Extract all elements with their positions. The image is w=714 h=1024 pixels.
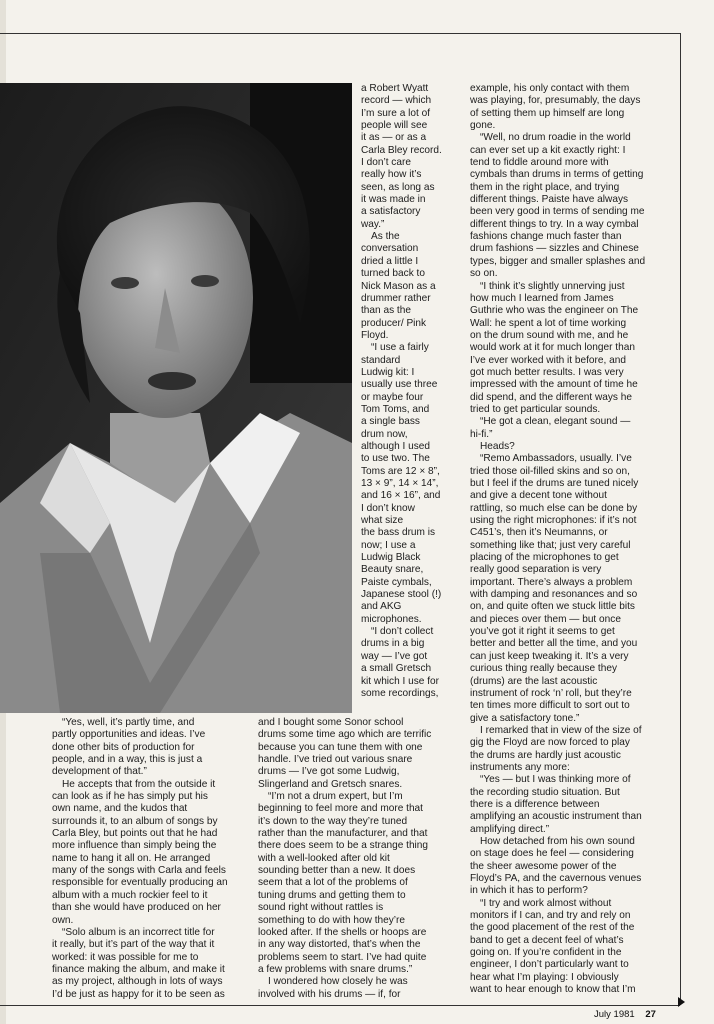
text-line: “I’m not a drum expert, but I’m — [268, 791, 403, 803]
text-line: there does seem to be a strange thing — [258, 840, 429, 852]
text-line: done other bits of production for — [52, 741, 195, 753]
text-line: amplifying an acoustic instrument than — [470, 811, 642, 823]
text-line: now; I use a — [361, 539, 416, 551]
text-line: instruments any more: — [470, 761, 570, 773]
text-line: way — I’ve got — [361, 650, 428, 662]
text-line: looked after. If the shells or hoops are — [258, 926, 427, 938]
frame-rule-right — [680, 33, 681, 1005]
text-line: I wondered how closely he was — [268, 976, 408, 988]
text-line: than as the — [361, 305, 411, 317]
text-line: the drums are hardly just acoustic — [470, 749, 621, 761]
text-line: problems seem to start. I’ve had quite — [258, 951, 427, 963]
text-line: important. There’s always a problem — [470, 576, 633, 588]
text-line: can ever set up a kit exactly right: I — [470, 144, 626, 156]
text-line: but I feel if the drums are tuned nicely — [470, 478, 639, 489]
text-line: people will see — [361, 120, 428, 132]
text-line: rather than the manufacturer, and that — [258, 828, 428, 840]
text-line: going on. If you’re confident in the — [470, 947, 622, 959]
text-line: the recording studio situation. But — [470, 786, 620, 798]
text-line: Toms are 12 × 8”, — [361, 465, 440, 477]
text-line: example, his only contact with them — [470, 83, 630, 94]
text-line: C451’s, then it’s Neumanns, or — [470, 527, 608, 539]
text-line: “Solo album is an incorrect title for — [62, 926, 215, 938]
text-line: gone. — [470, 120, 496, 132]
text-line: I’ve ever worked with it before, and — [470, 354, 626, 366]
text-line: and AKG — [361, 601, 402, 613]
text-line: and 16 × 16”, and — [361, 490, 441, 502]
text-line: Carla Bley, but points out that he had — [52, 828, 218, 840]
text-line: surrounds it, to an album of songs by — [52, 815, 218, 827]
text-line: a few problems with snare drums.” — [258, 963, 413, 975]
text-line: monitors if I can, and try and rely on — [470, 910, 631, 922]
text-line: microphones. — [361, 613, 422, 625]
text-line: “Well, no drum roadie in the world — [480, 132, 631, 144]
text-line: drum now, — [361, 428, 408, 440]
text-line: it as — or as a — [361, 132, 427, 144]
text-line: something like that; just very careful — [470, 539, 631, 551]
text-line: responsible for eventually producing an — [52, 877, 228, 889]
text-line: finance making the album, and make it — [52, 963, 225, 975]
text-line: “Remo Ambassadors, usually. I’ve — [480, 453, 632, 465]
text-line: ten times more difficult to sort out to — [470, 700, 630, 712]
text-line: on the drum sound with me, and he — [470, 329, 629, 341]
text-line: Heads? — [480, 440, 515, 452]
text-line: Tom Toms, and — [361, 403, 430, 415]
text-line: different things to try. In a way cymbal — [470, 218, 639, 230]
text-line: people, and in a way, this is just a — [52, 754, 203, 766]
text-line: record — which — [361, 95, 432, 107]
text-line: conversation — [361, 243, 419, 255]
text-line: as my project, although in lots of ways — [52, 976, 223, 988]
text-line: drums some time ago which are terrific — [258, 729, 432, 741]
text-line: engineer, I don’t particularly want to — [470, 959, 629, 971]
text-line: did spend, and the different ways he — [470, 391, 632, 403]
text-line: I don’t know — [361, 502, 415, 514]
text-line: to use two. The — [361, 453, 430, 465]
text-line: drums in a big — [361, 638, 425, 650]
text-line: you’ve got it right it seems to get — [470, 626, 615, 638]
text-line: tried those oil-filled skins and so on, — [470, 465, 630, 477]
text-line: sound right without rattles is — [258, 902, 384, 914]
text-line: some recordings, — [361, 687, 439, 699]
article-column-c — [470, 83, 676, 996]
text-line: As the — [371, 231, 400, 243]
text-line: curious thing really because they — [470, 663, 618, 675]
text-line: can just keep tweaking it. It’s a very — [470, 650, 629, 662]
text-line: beginning to feel more and more that — [258, 803, 423, 815]
text-line: How detached from his own sound — [480, 835, 635, 847]
text-line: Guthrie who was the engineer on The — [470, 305, 639, 317]
text-line: something to do with how they’re — [258, 914, 406, 926]
text-line: so on. — [470, 268, 498, 280]
text-line: it really, but it’s part of the way that it — [52, 939, 215, 951]
text-line: what size — [361, 515, 404, 527]
text-line: there is a difference between — [470, 798, 600, 810]
text-line: “Yes, well, it’s partly time, and — [62, 717, 195, 728]
text-line: producer/ Pink — [361, 317, 427, 329]
text-line: cymbals than drums in terms of getting — [470, 169, 644, 181]
text-line: impressed with the amount of time he — [470, 379, 638, 391]
text-line: of setting them up himself are long — [470, 107, 625, 119]
text-line: because you can tune them with one — [258, 741, 423, 753]
text-line: it’s down to the way they’re tuned — [258, 815, 408, 827]
text-line: turned back to — [361, 268, 425, 280]
text-line: types, bigger and smaller splashes and — [470, 255, 646, 267]
text-line: involved with his drums — if, for — [258, 988, 401, 1000]
text-line: although I used — [361, 440, 431, 452]
text-line: really good separation is very — [470, 564, 602, 576]
text-line: Nick Mason as a — [361, 280, 436, 292]
text-line: Floyd’s PA, and the cavernous venues — [470, 873, 642, 884]
frame-rule-bottom — [0, 1005, 680, 1006]
text-line: the bass drum is — [361, 527, 436, 539]
text-line: tuning drums and getting them to — [258, 889, 406, 901]
text-line: a single bass — [361, 416, 420, 428]
text-line: partly opportunities and ideas. I’ve — [52, 729, 206, 741]
text-line: drums — I’ve got some Ludwig, — [258, 766, 400, 778]
text-line: Carla Bley record. — [361, 144, 442, 156]
text-line: the good placement of the rest of the — [470, 922, 635, 934]
text-line: been very good in terms of sending me — [470, 206, 645, 218]
text-line: gig the Floyd are now forced to play — [470, 737, 630, 749]
text-line: better and better all the time, and you — [470, 638, 638, 650]
text-line: and give a decent tone without — [470, 490, 607, 502]
article-column-b-lower — [258, 717, 458, 1001]
article-column-b-upper — [361, 83, 459, 700]
text-line: handle. I’ve tried out various snare — [258, 754, 413, 766]
text-line: and pieces over them — but once — [470, 613, 621, 625]
text-line: a small Gretsch — [361, 663, 432, 675]
text-line: how much I learned from James — [470, 292, 614, 304]
text-line: 13 × 9”, 14 × 14”, — [361, 478, 439, 489]
text-line: different things. Paiste have always — [470, 194, 629, 206]
text-line: Ludwig Black — [361, 552, 421, 564]
page-footer — [594, 1009, 656, 1020]
text-line: can look as if he has simply put his — [52, 791, 208, 803]
text-line: drummer rather — [361, 292, 431, 304]
text-line: give a satisfactory tone.” — [470, 712, 580, 724]
text-line: (drums) are the last acoustic — [470, 675, 598, 687]
text-line: Floyd. — [361, 329, 389, 341]
text-line: with a well-looked after old kit — [258, 852, 390, 864]
text-line: really how it’s — [361, 169, 422, 181]
text-line: I remarked that in view of the size of — [480, 724, 642, 736]
text-line: Ludwig kit: I — [361, 366, 415, 378]
text-line: own name, and the kudos that — [52, 803, 188, 815]
text-line: them in the right place, and trying — [470, 181, 620, 193]
text-line: “I think it’s slightly unnerving just — [480, 280, 625, 292]
text-line: tried to get particular sounds. — [470, 403, 601, 415]
text-line: the sheer awesome power of the — [470, 860, 617, 872]
portrait-photo-image — [0, 83, 352, 713]
text-line: seen, as long as — [361, 181, 435, 193]
text-line: would work at it for much longer than — [470, 342, 635, 354]
text-line: worked: it was possible for me to — [52, 951, 199, 963]
text-line: band to get a decent feel of what’s — [470, 934, 624, 946]
text-line: own. — [52, 914, 74, 926]
text-line: way.” — [361, 218, 385, 230]
text-line: standard — [361, 354, 401, 366]
text-line: or maybe four — [361, 391, 424, 403]
issue-date: July 1981 — [594, 1009, 635, 1020]
text-line: was playing, for, presumably, the days — [470, 95, 641, 107]
text-line: drum fashions — sizzles and Chinese — [470, 243, 639, 255]
page-number: 27 — [645, 1009, 656, 1020]
text-line: sounding better than a new. It does — [258, 865, 416, 877]
text-line: in which it has to perform? — [470, 885, 588, 897]
text-line: “I try and work almost without — [480, 897, 612, 909]
text-line: on, and quite often we stuck little bits — [470, 601, 635, 613]
text-line: in any way distorted, that’s when the — [258, 939, 421, 951]
text-line: tend to fiddle around more with — [470, 157, 609, 169]
text-line: than she would have produced on her — [52, 902, 221, 914]
text-line: a satisfactory — [361, 206, 421, 218]
text-line: placing of the microphones to get — [470, 552, 619, 564]
text-line: usually use three — [361, 379, 438, 391]
text-line: many of the songs with Carla and feels — [52, 865, 226, 877]
text-line: hi-fi.” — [470, 428, 493, 440]
text-line: using the right microphones: if it’s not — [470, 515, 637, 527]
text-line: name to hang it all on. He arranged — [52, 852, 211, 864]
text-line: a Robert Wyatt — [361, 83, 429, 94]
text-line: dried a little I — [361, 255, 419, 267]
article-column-a — [52, 717, 248, 1001]
text-line: fashions change much faster than — [470, 231, 622, 243]
text-line: hear what I’m playing: I obviously — [470, 971, 619, 983]
text-line: “I use a fairly — [371, 342, 429, 354]
text-line: Japanese stool (!) — [361, 589, 442, 601]
text-line: Wall: he spent a lot of time working — [470, 317, 627, 329]
frame-rule-top — [0, 33, 680, 34]
text-line: “Yes — but I was thinking more of — [480, 774, 631, 786]
text-line: amplifying direct.” — [470, 823, 550, 835]
text-line: seem that a lot of the problems of — [258, 877, 408, 889]
text-line: I don’t care — [361, 157, 411, 169]
text-line: Slingerland and Gretsch snares. — [258, 778, 403, 790]
portrait-photo — [0, 83, 352, 713]
text-line: and I bought some Sonor school — [258, 717, 404, 728]
continue-arrow-icon — [678, 997, 685, 1007]
text-line: with damping and resonances and so — [470, 589, 638, 601]
text-line: it was made in — [361, 194, 426, 206]
text-line: Paiste cymbals, — [361, 576, 432, 588]
text-line: on stage does he feel — considering — [470, 848, 634, 860]
text-line: want to hear enough to know that I’m — [470, 984, 636, 996]
text-line: instrument of rock ‘n’ roll, but they’re — [470, 687, 632, 699]
text-line: “I don’t collect — [371, 626, 434, 638]
text-line: “He got a clean, elegant sound — — [480, 416, 631, 428]
text-line: rattling, so much else can be done by — [470, 502, 638, 514]
text-line: I’d be just as happy for it to be seen as — [52, 988, 225, 1000]
text-line: more influence than simply being the — [52, 840, 217, 852]
text-line: kit which I use for — [361, 675, 439, 687]
text-line: I’m sure a lot of — [361, 107, 431, 119]
text-line: Beauty snare, — [361, 564, 424, 576]
text-line: album with a much rockier feel to it — [52, 889, 208, 901]
text-line: development of that.” — [52, 766, 147, 778]
text-line: He accepts that from the outside it — [62, 778, 216, 790]
text-line: got much better results. I was very — [470, 366, 624, 378]
